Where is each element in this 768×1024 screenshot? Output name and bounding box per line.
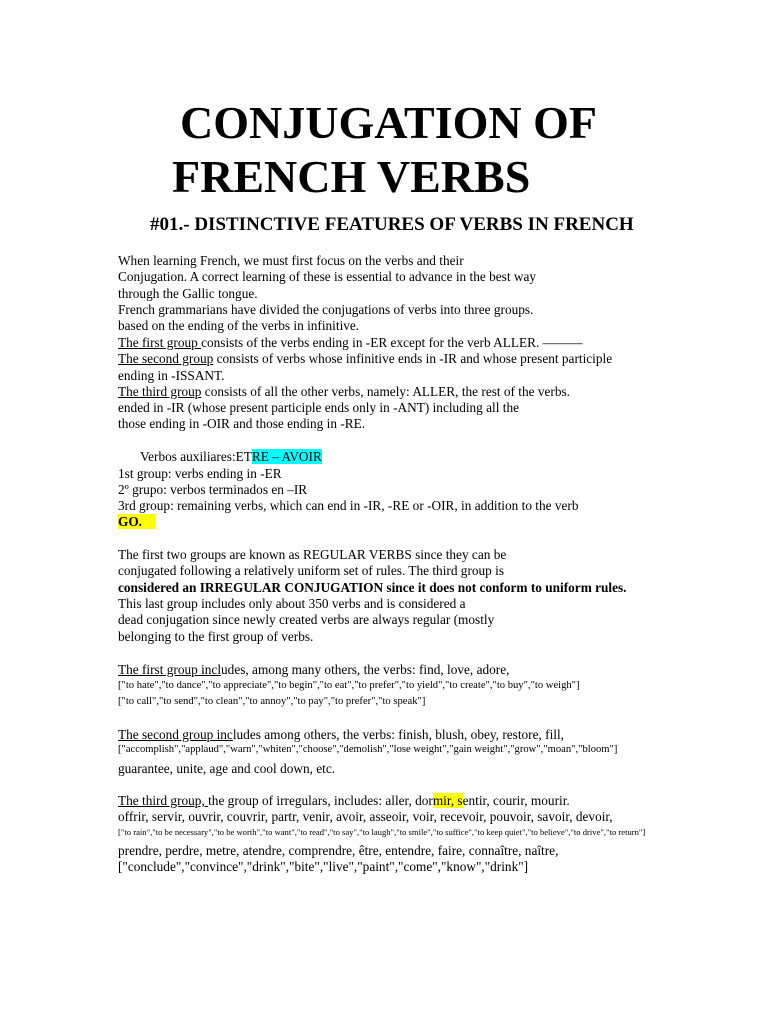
second-group-label: The second group: [118, 351, 214, 366]
intro-line-4: French grammarians have divided the conjugations of verbs into three groups.: [118, 302, 534, 317]
regular-line-4: This last group includes only about 350 verbs and is considered a: [118, 596, 466, 611]
regular-line-5: dead conjugation since newly created verbs are always regular (mostly: [118, 612, 495, 627]
page-title-line-1: CONJUGATION OF: [180, 97, 597, 148]
second-group-list: ["accomplish","applaud","warn","whiten","choose","demolish","lose weight","gain weight","grow","moan","bloom"]: [118, 744, 618, 755]
auxiliaries-label: Verbos auxiliares:ET: [140, 449, 252, 464]
third-group-continuation-2: those ending in -OIR and those ending in -RE.: [118, 416, 366, 431]
third-group-heading: [118, 793, 570, 809]
first-group-heading: [118, 662, 509, 678]
third-group-highlight: mir, s: [432, 793, 463, 808]
go-text: GO.: [118, 514, 143, 529]
regular-line-3: considered an IRREGULAR CONJUGATION since it does not conform to uniform rules.: [118, 580, 627, 595]
second-group-heading-text: ludes among others, the verbs: finish, blush, obey, restore, fill,: [232, 727, 564, 742]
third-group-heading-label: The third group,: [118, 793, 209, 808]
summary-line-3: 3rd group: remaining verbs, which can end in -IR, -RE or -OIR, in addition to the verb: [118, 498, 579, 513]
third-group-line-3: prendre, perdre, metre, atendre, comprendre, être, entendre, faire, connaître, naître,: [118, 843, 559, 858]
intro-line-3: through the Gallic tongue.: [118, 286, 258, 301]
third-group-definition: [118, 384, 570, 400]
first-group-label: The first group: [118, 335, 202, 350]
third-group-small-list: ["to rain","to be necessary","to be worth","to want","to read","to say","to laugh","to smile","to suffice","to keep quiet","to believe","to drive","to return"]: [118, 827, 646, 837]
regular-line-2: conjugated following a relatively uniform set of rules. The third group is: [118, 563, 505, 578]
regular-line-6: belonging to the first group of verbs.: [118, 629, 314, 644]
summary-go-line: [118, 514, 156, 530]
regular-line-1: The first two groups are known as REGULAR VERBS since they can be: [118, 547, 507, 562]
first-group-heading-label: The first group incl: [118, 662, 222, 677]
auxiliaries-line: [140, 449, 322, 465]
first-group-list-2: ["to call","to send","to clean","to annoy","to pay","to prefer","to speak"]: [118, 696, 426, 707]
second-group-heading-label: The second group inc: [118, 727, 233, 742]
summary-line-2: 2º grupo: verbos terminados en –IR: [118, 482, 308, 497]
second-group-continuation: ending in -ISSANT.: [118, 368, 225, 383]
second-group-definition: [118, 351, 612, 367]
first-group-list-1: ["to hate","to dance","to appreciate","to begin","to eat","to prefer","to yield","to create","to buy","to weigh"]: [118, 680, 580, 691]
first-group-text: consists of the verbs ending in -ER except for the verb ALLER. ———: [201, 335, 583, 350]
intro-line-5: based on the ending of the verbs in infinitive.: [118, 318, 360, 333]
first-group-definition: [118, 335, 583, 351]
third-group-line-2: offrir, servir, ouvrir, couvrir, partr, venir, avoir, asseoir, voir, recevoir, pouvoir, savoir, devoir,: [118, 809, 613, 824]
third-group-continuation-1: ended in -IR (whose present participle ends only in -ANT) including all the: [118, 400, 520, 415]
section-heading: #01.- DISTINCTIVE FEATURES OF VERBS IN FRENCH: [150, 214, 634, 235]
page-title-line-2: FRENCH VERBS: [172, 151, 531, 202]
second-group-text: consists of verbs whose infinitive ends in -IR and whose present participle: [213, 351, 613, 366]
third-group-label: The third group: [118, 384, 202, 399]
first-group-heading-text: udes, among many others, the verbs: find, love, adore,: [221, 662, 510, 677]
summary-line-1: 1st group: verbs ending in -ER: [118, 466, 282, 481]
second-group-continuation-line: guarantee, unite, age and cool down, etc.: [118, 761, 336, 776]
third-group-heading-text-b: entir, courir, mourir.: [462, 793, 570, 808]
intro-line-2: Conjugation. A correct learning of these is essential to advance in the best way: [118, 269, 536, 284]
intro-line-1: When learning French, we must first focus on the verbs and their: [118, 253, 464, 268]
third-group-last-list: ["conclude","convince","drink","bite","live","paint","come","know","drink"]: [118, 859, 529, 874]
go-highlight: [118, 514, 156, 529]
third-group-heading-text-a: the group of irregulars, includes: aller, dor: [208, 793, 433, 808]
second-group-heading: [118, 727, 564, 743]
third-group-text: consists of all the other verbs, namely: ALLER, the rest of the verbs.: [201, 384, 571, 399]
auxiliaries-highlight: RE – AVOIR: [251, 449, 322, 464]
